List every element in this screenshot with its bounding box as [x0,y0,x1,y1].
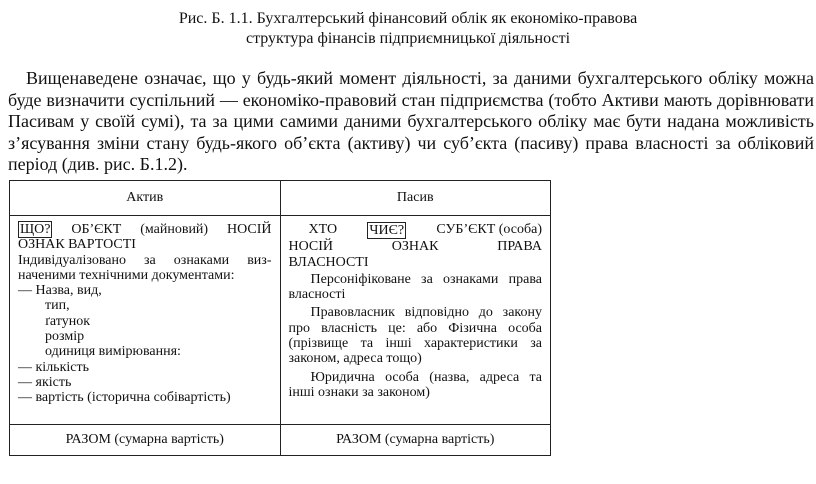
assets-total: РАЗОМ (сумарна вартість) [10,425,281,456]
legal-entity-text: Юридична особа (назва, адреса та інші ознаки за законом) [288,369,542,400]
liabilities-title-line-1 [289,222,543,239]
carrier-word: НОСІЙ [288,239,334,255]
personified-text: Персоніфіковане за ознаками права власності [288,271,542,303]
owner-text: Правовласник відповідно до закону про власність це: або Фізична особа (прізвище та інші характеристики за законом, адреса тощо) [288,305,542,367]
assets-name-line: — Назва, вид, [18,283,102,299]
assets-title [18,222,272,253]
assets-sub-grade: ґатунок [45,313,90,329]
assets-header: Актив [10,181,281,216]
assets-quality: — якість [18,374,72,390]
assets-sub-unit: одиниця вимірювання: [45,344,181,360]
what-question-box: ЩО? [20,222,51,237]
right-word: ПРАВА [497,239,542,255]
assets-description: Індивідуалізовано за ознаками виз-наченими технічними документами: [18,252,272,283]
body-paragraph [8,68,814,176]
ownership-word: ВЛАСНОСТІ [288,254,369,270]
liabilities-title-line-2 [289,239,543,254]
liabilities-cell [280,216,551,425]
assets-value: — вартість (історична собівартість) [18,390,231,406]
signs-word: ОЗНАК [391,239,439,255]
subject-label: СУБ’ЄКТ (особа) [436,222,542,237]
figure-caption-line-2: структура фінансів підприємницької діяльності [245,30,571,47]
who-label: ХТО [308,222,338,237]
assets-title-text: ОБ’ЄКТ (майновий) НОСІЙ ОЗНАК ВАРТОСТІ [18,222,272,253]
assets-quantity: — кількість [18,359,89,375]
paragraph-text: Вищенаведене означає, що у будь-який момент діяльності, за даними бухгалтерського обліку можна буде визначити суспільний — економіко-правовий стан підприємства (тобто Активи мають дорівнювати Пасивам у своїй сумі), та за цими самими даними бухгалтерського обліку має бути надана можливість з’ясування зміни стану будь-якого об’єкта (активу) чи суб’єкта (пасиву) права власності за обліковий період (див. рис. Б.1.2). [8,68,814,174]
assets-sub-size: розмір [45,329,85,345]
whose-question-box: ЧИЄ? [369,223,405,238]
assets-sub-type: тип, [45,298,70,314]
assets-cell [10,216,281,425]
figure-caption-line-1: Рис. Б. 1.1. Бухгалтерський фінансовий облік як економіко-правова [178,10,638,27]
balance-table [9,180,551,456]
liabilities-total: РАЗОМ (сумарна вартість) [280,425,551,456]
liabilities-header: Пасив [280,181,551,216]
